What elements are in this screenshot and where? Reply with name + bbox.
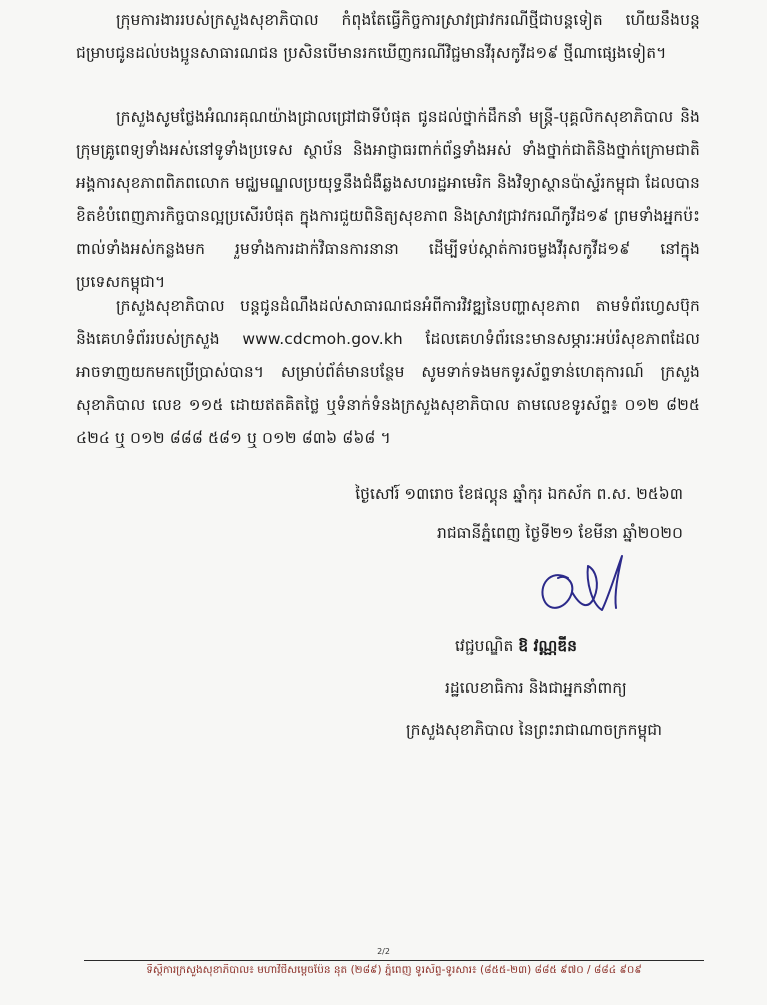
page-number: 2/2 <box>377 947 390 956</box>
signer-ministry: ក្រសួងសុខាភិបាល នៃព្រះរាជាណាចក្រកម្ពុជា <box>406 721 663 739</box>
body-paragraph-3: ក្រសួងសុខាភិបាល បន្តជូនដំណឹងដល់សាធារណជនអំពីការវិវឌ្ឍនៃបញ្ហាសុខភាព តាមទំព័រហ្វេសប៊ុក និងគេហទំព័ររបស់ក្រសួង www.cdcmoh.gov.kh ដែលគេហទំព័រនេះមានសម្ភារៈអប់រំសុខភាពដែលអាចទាញយកមកប្រើប្រាស់បាន។ សម្រាប់ព័ត៌មានបន្ថែម សូមទាក់ទងមកទូរស័ព្ទទាន់ហេតុការណ៍ ក្រសួងសុខាភិបាល លេខ ១១៥ ដោយឥតគិតថ្លៃ ឬទំនាក់ទំនងក្រសួងសុខាភិបាល តាមលេខទូរស័ព្ទ៖ ០១២ ៨២៥ ៤២៤ ឬ ០១២ ៨៨៨ ៥៨១ ឬ ០១២ ៨៣៦ ៨៦៨ ។ <box>76 297 700 447</box>
signer-fullname: ឱ វណ្ណឌីន <box>518 637 577 655</box>
signer-name <box>455 633 577 659</box>
solar-date-place: រាជធានីភ្នំពេញ ថ្ងៃទី២១ ខែមីនា ឆ្នាំ២០២០ <box>437 524 683 542</box>
footer-divider <box>84 960 704 961</box>
footer-address: ទីស្តីការក្រសួងសុខាភិបាល៖ មហាវិថីសម្តេចប៉ែន នុត (២៨៩) ភ្នំពេញ ទូរស័ព្ទ-ទូរសារ៖ (៨៥៥-២៣) ៨៨៥ ៩៧០ / ៨៨៤ ៩០៩ <box>146 964 642 976</box>
handwritten-signature <box>528 548 640 626</box>
body-paragraph-1: ក្រុមការងាររបស់ក្រសួងសុខាភិបាល កំពុងតែធ្វើកិច្ចការស្រាវជ្រាវករណីថ្មីជាបន្តទៀត ហើយនឹងបន្តជម្រាបជូនដល់បងប្អូនសាធារណជន ប្រសិនបើមានរកឃើញករណីវិជ្ជមានវីរុសកូវីដ១៩ ថ្មីណាផ្សេងទៀត។ <box>76 11 700 62</box>
signer-title: រដ្ឋលេខាធិការ និងជាអ្នកនាំពាក្យ <box>445 679 627 697</box>
signer-honorific: វេជ្ជបណ្ឌិត <box>455 637 514 655</box>
lunar-date: ថ្ងៃសៅរ៍ ១៣រោច ខែផល្គុន ឆ្នាំកុរ ឯកស័ក ព.ស. ២៥៦៣ <box>355 485 683 503</box>
signature-stroke <box>542 556 622 610</box>
body-paragraph-2: ក្រសួងសូមថ្លែងអំណរគុណយ៉ាងជ្រាលជ្រៅជាទីបំផុត ជូនដល់ថ្នាក់ដឹកនាំ មន្ត្រី-បុគ្គលិកសុខាភិបាល និងក្រុមគ្រូពេទ្យទាំងអស់នៅទូទាំងប្រទេស ស្ថាប័ន និងអាជ្ញាធរពាក់ព័ន្ធទាំងអស់ ទាំងថ្នាក់ជាតិនិងថ្នាក់ក្រោមជាតិ អង្គការសុខភាពពិភពលោក មជ្ឈមណ្ឌលប្រយុទ្ធនឹងជំងឺឆ្លងសហរដ្ឋអាមេរិក និងវិទ្យាស្ថានប៉ាស្ទ័រកម្ពុជា ដែលបានខិតខំបំពេញភារកិច្ចបានល្អប្រសើរបំផុត ក្នុងការជួយពិនិត្យសុខភាព និងស្រាវជ្រាវករណីកូវីដ១៩ ព្រមទាំងអ្នកប៉ះពាល់ទាំងអស់កន្លងមក រួមទាំងការដាក់វិធានការនានា ដើម្បីទប់ស្កាត់ការចម្លងវីរុសកូវីដ១៩ នៅក្នុងប្រទេសកម្ពុជា។ <box>76 108 700 291</box>
